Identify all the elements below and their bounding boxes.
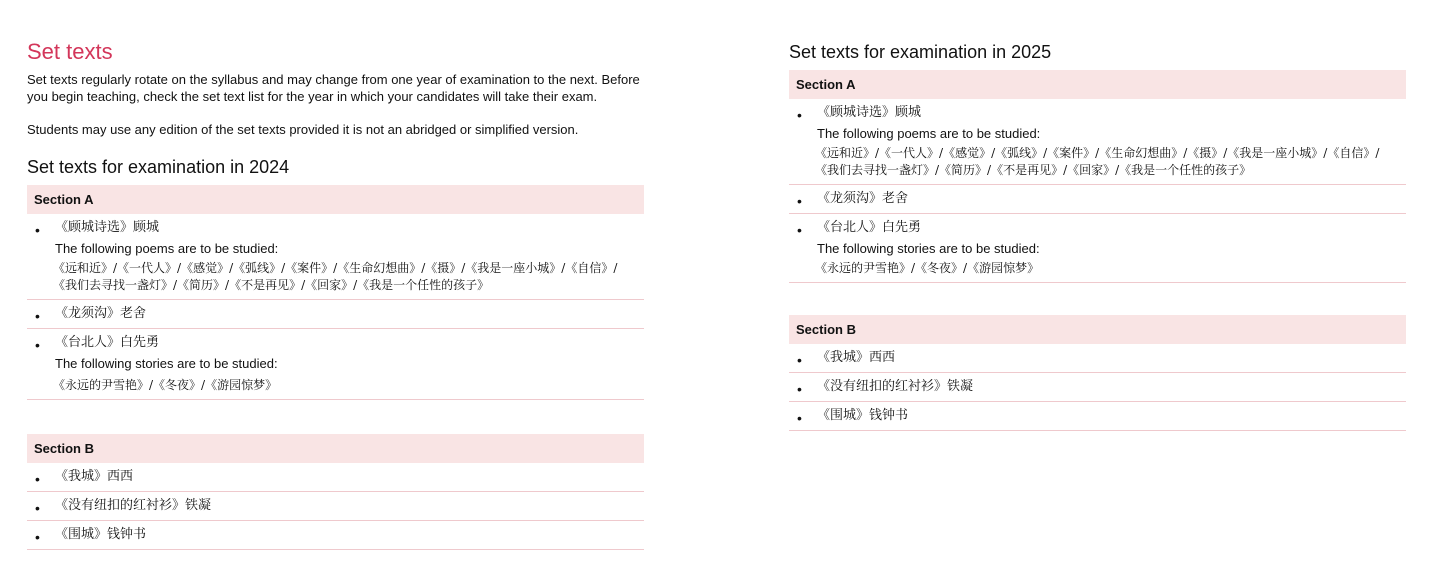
bullet-icon: • [35, 471, 40, 487]
works-line: 《永远的尹雪艳》/《冬夜》/《游园惊梦》 [815, 261, 1040, 275]
set-text-title: 《没有纽扣的红衬衫》铁凝 [817, 379, 974, 394]
page-title: Set texts [27, 39, 113, 64]
list-item [789, 344, 1406, 373]
list-item [789, 99, 1406, 185]
list-item [27, 214, 644, 300]
set-text-note: The following poems are to be studied: [55, 241, 279, 256]
exam-2024-title: Set texts for examination in 2024 [27, 157, 290, 177]
set-text-note: The following stories are to be studied: [55, 356, 278, 371]
list-item [27, 492, 644, 521]
bullet-icon: • [35, 222, 40, 238]
section-a-heading: Section A [27, 185, 644, 214]
bullet-icon: • [797, 107, 802, 123]
set-text-title: 《顾城诗选》顾城 [55, 220, 160, 235]
bullet-icon: • [797, 352, 802, 368]
set-text-title: 《龙须沟》老舍 [55, 306, 147, 321]
set-text-works [815, 145, 1406, 179]
set-text-title: 《台北人》白先勇 [55, 335, 160, 350]
section-a-heading: Section A [789, 70, 1406, 99]
list-item [789, 185, 1406, 214]
list-item [789, 373, 1406, 402]
works-line: 《远和近》/《一代人》/《感觉》/《弧线》/《案件》/《生命幻想曲》/《摄》/《我是一座小城》/《自信》/ [815, 146, 1380, 160]
exam-2025-section-a [789, 70, 1406, 283]
list-item [27, 463, 644, 492]
bullet-icon: • [35, 529, 40, 545]
set-text-works [53, 377, 644, 394]
exam-2025-section-b [789, 315, 1406, 431]
bullet-icon: • [35, 500, 40, 516]
set-text-title: 《龙须沟》老舍 [817, 191, 909, 206]
set-text-works [53, 260, 644, 294]
list-item [27, 329, 644, 400]
bullet-icon: • [35, 337, 40, 353]
exam-2024-section-a [27, 185, 644, 400]
list-item [789, 402, 1406, 431]
bullet-icon: • [797, 381, 802, 397]
section-b-heading: Section B [789, 315, 1406, 344]
exam-2025-title: Set texts for examination in 2025 [789, 42, 1052, 62]
list-item [27, 521, 644, 550]
set-text-works [815, 260, 1406, 277]
works-line: 《远和近》/《一代人》/《感觉》/《弧线》/《案件》/《生命幻想曲》/《摄》/《我是一座小城》/《自信》/ [53, 261, 618, 275]
set-text-title: 《没有纽扣的红衬衫》铁凝 [55, 498, 212, 513]
list-item [27, 300, 644, 329]
set-text-title: 《我城》西西 [55, 469, 134, 484]
list-item [789, 214, 1406, 283]
bullet-icon: • [35, 308, 40, 324]
bullet-icon: • [797, 193, 802, 209]
set-text-title: 《我城》西西 [817, 350, 896, 365]
section-b-heading: Section B [27, 434, 644, 463]
set-text-title: 《顾城诗选》顾城 [817, 105, 922, 120]
set-text-title: 《围城》钱钟书 [55, 527, 147, 542]
bullet-icon: • [797, 222, 802, 238]
set-text-title: 《围城》钱钟书 [817, 408, 909, 423]
exam-2024-section-b [27, 434, 644, 550]
edition-note: Students may use any edition of the set texts provided it is not an abridged or simplified version. [27, 122, 579, 137]
set-text-title: 《台北人》白先勇 [817, 220, 922, 235]
works-line: 《永远的尹雪艳》/《冬夜》/《游园惊梦》 [53, 378, 278, 392]
works-line: 《我们去寻找一盏灯》/《简历》/《不是再见》/《回家》/《我是一个任性的孩子》 [53, 278, 490, 292]
works-line: 《我们去寻找一盏灯》/《简历》/《不是再见》/《回家》/《我是一个任性的孩子》 [815, 163, 1252, 177]
bullet-icon: • [797, 410, 802, 426]
intro-paragraph: Set texts regularly rotate on the syllabus and may change from one year of examination to the next. Before you begin teaching, check the set text list for the year in which your candidates will take their exam. [27, 72, 640, 104]
set-text-note: The following stories are to be studied: [817, 241, 1040, 256]
set-text-note: The following poems are to be studied: [817, 126, 1041, 141]
